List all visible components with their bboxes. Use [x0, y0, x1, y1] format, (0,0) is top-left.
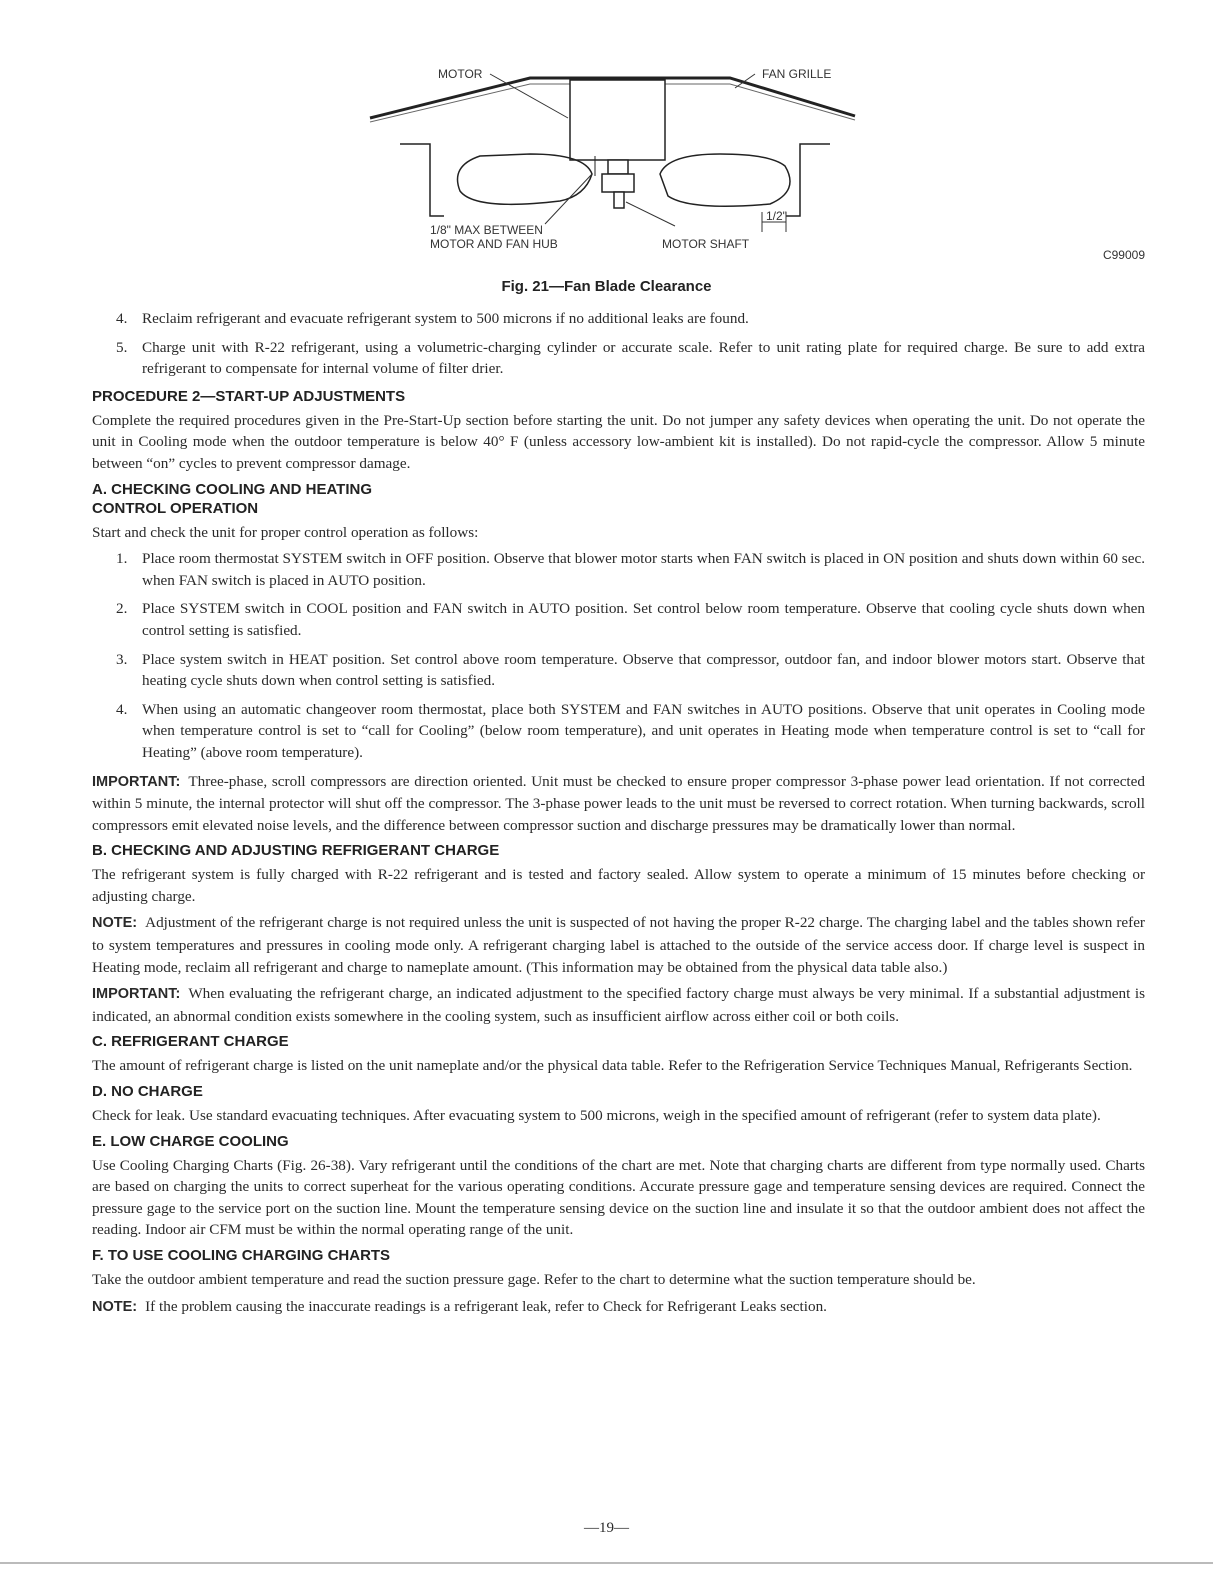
step-number: 2. — [116, 600, 128, 618]
section-a-steps — [92, 548, 1145, 763]
step-text: Place SYSTEM switch in COOL position and FAN switch in AUTO position. Set control below room temperature. Observe that cooling cycle shuts down when control setting is satisfied. — [142, 600, 1145, 639]
clearance-leader — [545, 174, 592, 224]
important-text: Three-phase, scroll compressors are direction oriented. Unit must be checked to ensure proper compressor 3-phase power lead orientation. If not corrected within 5 minute, the internal protector will shut off the compressor. The 3-phase power leads to the unit must be reversed to correct rotation. When turning backwards, scroll compressors emit elevated noise levels, and the difference between compressor suction and discharge pressures may be dramatically lower than normal. — [92, 772, 1145, 834]
bottom-rule — [0, 1562, 1213, 1564]
section-b-text: The refrigerant system is fully charged with R-22 refrigerant and is tested and factory sealed. Allow system to operate a minimum of 15 minutes before checking or adjusting charge. — [92, 866, 1145, 905]
section-f-text: Take the outdoor ambient temperature and read the suction pressure gage. Refer to the chart to determine what the suction temperature should be. — [92, 1271, 976, 1288]
step-number: 4. — [116, 310, 128, 327]
shroud-left — [400, 144, 444, 216]
note-label: NOTE: — [92, 915, 138, 932]
section-f-note — [92, 1296, 1145, 1319]
max-between-label-1: 1/8" MAX BETWEEN — [430, 223, 543, 237]
section-c-heading: C. REFRIGERANT CHARGE — [92, 1033, 289, 1051]
section-a-heading-line1: A. CHECKING COOLING AND HEATING — [92, 480, 372, 498]
list-item — [92, 699, 1145, 764]
fan-hub — [602, 174, 634, 192]
document-body — [92, 308, 1145, 1323]
section-e-heading: E. LOW CHARGE COOLING — [92, 1132, 289, 1150]
half-inch-label: 1/2" — [766, 209, 787, 223]
section-a-important — [92, 771, 1145, 837]
motor-shaft-label: MOTOR SHAFT — [662, 237, 750, 251]
section-a-heading — [92, 480, 1145, 518]
section-b-note — [92, 912, 1145, 978]
motor-shaft-bottom — [614, 192, 624, 208]
fan-blade-clearance-figure — [330, 56, 910, 266]
fan-blade-diagram — [330, 56, 910, 266]
step-number: 5. — [116, 338, 128, 356]
fan-blade-left — [458, 154, 593, 204]
list-item — [92, 337, 1145, 380]
step-text: Place system switch in HEAT position. Set control above room temperature. Observe that compressor, outdoor fan, and indoor blower motors start. Observe that heating cycle shuts down when control setting is satisfied. — [142, 650, 1145, 690]
motor-leader — [490, 74, 568, 118]
note-text: If the problem causing the inaccurate readings is a refrigerant leak, refer to Check for Refrigerant Leaks section. — [145, 1297, 827, 1315]
procedure2-heading: PROCEDURE 2—START-UP ADJUSTMENTS — [92, 387, 406, 405]
important-text: When evaluating the refrigerant charge, an indicated adjustment to the specified factory charge must always be very minimal. If a substantial adjustment is indicated, an abnormal condition exists somewhere in the cooling system, such as insufficient airflow across either coil or both coils. — [92, 985, 1145, 1025]
section-a-intro: Start and check the unit for proper control operation as follows: — [92, 523, 479, 541]
motor-label: MOTOR — [438, 67, 483, 81]
section-c-text: The amount of refrigerant charge is listed on the unit nameplate and/or the physical data table. Refer to the Refrigeration Service Techniques Manual, Refrigerants Section. — [92, 1057, 1133, 1075]
section-b-heading: B. CHECKING AND ADJUSTING REFRIGERANT CHARGE — [92, 842, 500, 860]
section-d-text: Check for leak. Use standard evacuating techniques. After evacuating system to 500 microns, weigh in the specified amount of refrigerant (refer to system data plate). — [92, 1107, 1101, 1125]
fan-grille-label: FAN GRILLE — [762, 67, 832, 81]
section-f-heading: F. TO USE COOLING CHARGING CHARTS — [92, 1247, 391, 1264]
step-number: 3. — [116, 650, 128, 668]
step-number: 4. — [116, 700, 128, 718]
list-item — [92, 548, 1145, 591]
step-number: 1. — [116, 550, 128, 568]
figure-id: C99009 — [1102, 248, 1145, 262]
motor-housing — [570, 80, 665, 160]
step-text: Reclaim refrigerant and evacuate refrigerant system to 500 microns if no additional leaks are found. — [142, 310, 749, 327]
important-label: IMPORTANT: — [92, 986, 181, 1003]
procedure2-text: Complete the required procedures given in the Pre-Start-Up section before starting the unit. Do not jumper any safety devices when operating the unit. Do not operate the unit in Cooling mode when the outdoor temperature is below 40° F (unless accessory low-ambient kit is installed). Do not rapid-cycle the compressor. Allow 5 minute between “on” cycles to prevent compressor damage. — [92, 411, 1145, 472]
step-text: Charge unit with R-22 refrigerant, using a volumetric-charging cylinder or accurate scale. Refer to unit rating plate for required charge. Be sure to add extra refrigerant to compensate for internal volume of filter drier. — [142, 338, 1145, 378]
page-number: —19— — [584, 1520, 629, 1536]
important-label: IMPORTANT: — [92, 773, 181, 790]
note-label: NOTE: — [92, 1298, 138, 1315]
section-b-important — [92, 983, 1145, 1027]
fan-blade-right — [660, 154, 790, 206]
steps-top-list — [92, 308, 1145, 380]
motor-shaft-leader — [626, 202, 675, 226]
list-item — [92, 308, 1145, 330]
list-item — [92, 598, 1145, 641]
motor-shaft-top — [608, 160, 628, 174]
figure-caption: Fig. 21—Fan Blade Clearance — [501, 278, 712, 295]
section-a-heading-line2: CONTROL OPERATION — [92, 499, 259, 517]
step-text: When using an automatic changeover room thermostat, place both SYSTEM and FAN switches in AUTO positions. Observe that unit operates in Cooling mode when temperature control is set to “call for Cooling” (below room temperature), and unit operates in Heating mode when temperature control is set to “call for Heating” (above room temperature). — [142, 700, 1145, 761]
step-text: Place room thermostat SYSTEM switch in OFF position. Observe that blower motor starts when FAN switch is placed in ON position and shuts down within 60 sec. when FAN switch is placed in AUTO position. — [142, 550, 1145, 589]
section-d-heading: D. NO CHARGE — [92, 1083, 203, 1101]
shroud-right — [786, 144, 830, 216]
list-item — [92, 649, 1145, 692]
note-text: Adjustment of the refrigerant charge is not required unless the unit is suspected of not having the proper R-22 charge. The charging label and the tables shown refer to system temperatures and pressures in cooling mode only. A refrigerant charging label is attached to the outside of the service access door. If charge level is suspect in Heating mode, reclaim all refrigerant and charge to nameplate amount. (This information may be obtained from the physical data table also.) — [92, 914, 1145, 976]
section-e-text: Use Cooling Charging Charts (Fig. 26-38). Vary refrigerant until the conditions of the chart are met. Note that charging charts are different from type normally used. Charts are based on charging the units to correct superheat for the various operating conditions. Accurate pressure gage and temperature sensing devices are required. Connect the pressure gage to the service port on the suction line. Mount the temperature sensing device on the suction line and insulate it so that the outdoor ambient does not affect the reading. Indoor air CFM must be within the normal operating range of the unit. — [92, 1156, 1145, 1239]
max-between-label-2: MOTOR AND FAN HUB — [430, 237, 558, 251]
